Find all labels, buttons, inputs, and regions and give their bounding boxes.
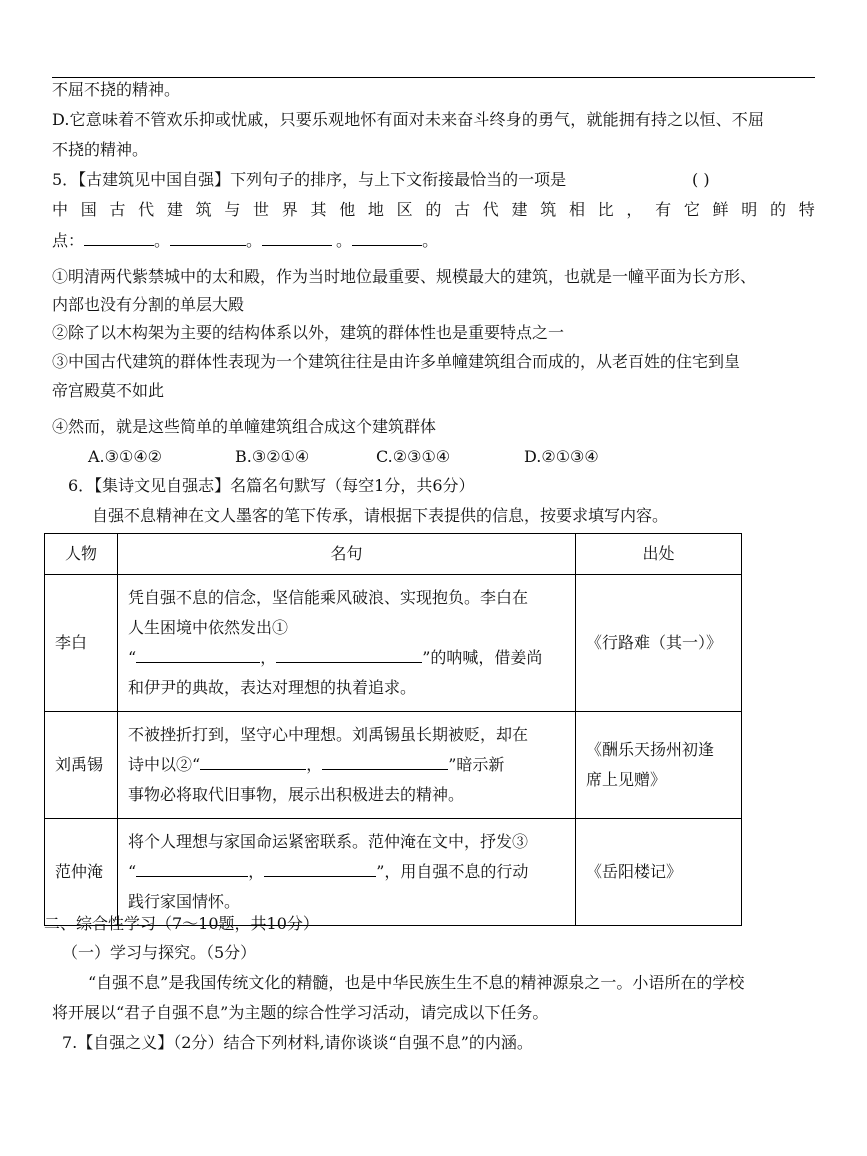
paragraph-line: 将开展以“君子自强不息”为主题的综合性学习活动，请完成以下任务。 (52, 1003, 549, 1022)
table-header-row (45, 534, 742, 575)
quote-cell: 凭自强不息的信念，坚信能乘风破浪、实现抱负。李白在 人生困境中依然发出① “ ， ”的呐喊，借姜尚 和伊尹的典故，表达对理想的执着追求。 (118, 575, 576, 712)
option-d[interactable]: D.②①③④ (524, 447, 599, 466)
q5-stem: 5．【古建筑见中国自强】下列句子的排序，与上下文衔接最恰当的一项是 (52, 170, 567, 189)
answer-blank[interactable] (200, 753, 306, 770)
header-quote: 名句 (118, 534, 576, 575)
text-line: 不屈不挠的精神。 (52, 80, 181, 99)
option-a[interactable]: A.③①④② (88, 447, 163, 466)
option-d-line: 不挠的精神。 (52, 140, 149, 159)
person-cell: 刘禹锡 (45, 712, 118, 819)
answer-blank[interactable] (264, 860, 376, 877)
answer-blank[interactable] (136, 860, 248, 877)
table-row (45, 819, 742, 926)
header-source: 出处 (576, 534, 742, 575)
section-title: 二、综合性学习（7～10题，共10分） (44, 914, 319, 933)
source-cell: 《岳阳楼记》 (576, 819, 742, 926)
person-cell: 李白 (45, 575, 118, 712)
answer-blank[interactable] (276, 646, 422, 663)
header-person: 人物 (45, 534, 118, 575)
q5-blank-line: 点： 。 。 。 。 (52, 231, 439, 250)
option-c[interactable]: C.②③①④ (376, 447, 451, 466)
header-rule (52, 77, 815, 78)
answer-blank-3[interactable] (262, 229, 332, 246)
sentence-2: ②除了以木构架为主要的结构体系以外，建筑的群体性也是重要特点之一 (52, 323, 565, 342)
table-row (45, 575, 742, 712)
q7-stem: 7.【自强之义】（2分）结合下列材料,请你谈谈“自强不息”的内涵。 (62, 1033, 533, 1052)
subsection-title: （一）学习与探究。（5分） (62, 943, 257, 962)
answer-blank[interactable] (136, 646, 260, 663)
sentence-1: ①明清两代紫禁城中的太和殿，作为当时地位最重要、规模最大的建筑，也就是一幢平面为长方形、 (52, 267, 757, 286)
answer-blank-1[interactable] (84, 229, 154, 246)
q6-title: 6．【集诗文见自强志】名篇名句默写（每空1分，共6分） (68, 476, 475, 495)
answer-blank-2[interactable] (170, 229, 246, 246)
answer-paren[interactable]: ( ) (692, 170, 710, 189)
source-cell: 《酬乐天扬州初逢 席上见赠》 (576, 712, 742, 819)
option-b[interactable]: B.③②①④ (235, 447, 310, 466)
paragraph-line: “自强不息”是我国传统文化的精髓，也是中华民族生生不息的精神源泉之一。小语所在的学校 (88, 973, 745, 992)
answer-blank-4[interactable] (352, 229, 422, 246)
answer-blank[interactable] (322, 753, 448, 770)
quote-cell: 将个人理想与家国命运紧密联系。范仲淹在文中，抒发③ “ ， ”，用自强不息的行动 践行家国情怀。 (118, 819, 576, 926)
sentence-4: ④然而，就是这些简单的单幢建筑组合成这个建筑群体 (52, 417, 437, 436)
option-d-line: D.它意味着不管欢乐抑或忧戚，只要乐观地怀有面对未来奋斗终身的勇气，就能拥有持之以恒、不屈 (52, 110, 765, 129)
quote-cell: 不被挫折打到，坚守心中理想。刘禹锡虽长期被贬，却在 诗中以②“ ， ”暗示新 事物必将取代旧事物，展示出积极进去的精神。 (118, 712, 576, 819)
sentence-1-cont: 内部也没有分割的单层大殿 (52, 295, 245, 314)
poem-table (44, 533, 742, 926)
q6-instruction: 自强不息精神在文人墨客的笔下传承，请根据下表提供的信息，按要求填写内容。 (92, 506, 669, 525)
table-row (45, 712, 742, 819)
q5-passage-line: 中 国 古 代 建 筑 与 世 界 其 他 地 区 的 古 代 建 筑 相 比 ， 有 它 鲜 明 的 特 (52, 200, 815, 219)
sentence-3: ③中国古代建筑的群体性表现为一个建筑往往是由许多单幢建筑组合而成的，从老百姓的住宅到皇 (52, 352, 741, 371)
person-cell: 范仲淹 (45, 819, 118, 926)
source-cell: 《行路难（其一）》 (576, 575, 742, 712)
sentence-3-cont: 帝宫殿莫不如此 (52, 381, 165, 400)
